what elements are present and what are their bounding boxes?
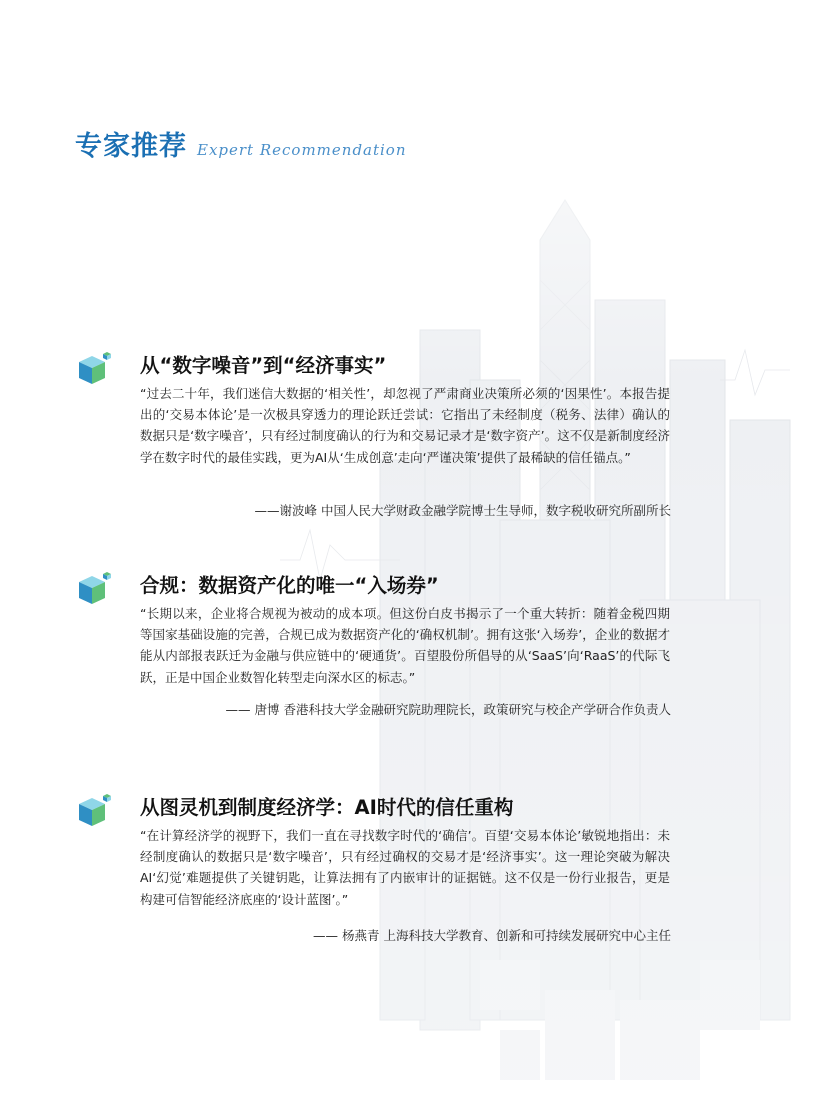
- section-title: 从图灵机到制度经济学：AI时代的信任重构: [140, 796, 514, 819]
- cube-icon: [73, 792, 113, 832]
- section-attribution: —— 杨燕青 上海科技大学教育、创新和可持续发展研究中心主任: [313, 928, 671, 943]
- section-quote: “过去二十年，我们迷信大数据的‘相关性’，却忽视了严肃商业决策所必须的‘因果性’。本报告提出的‘交易本体论’是一次极具穿透力的理论跃迁尝试：它指出了未经制度（税务、法律）确认的数据只是‘数字噪音’，只有经过制度确认的行为和交易记录才是‘数字资产’。这不仅是新制度经济学在数字时代的最佳实践，更为AI从‘生成创意’走向‘严谨决策’提供了最稀缺的信任锚点。”: [140, 386, 670, 465]
- cube-icon: [73, 570, 113, 610]
- section-quote: “在计算经济学的视野下，我们一直在寻找数字时代的‘确信’。百望‘交易本体论’敏锐地指出：未经制度确认的数据只是‘数字噪音’，只有经过确权的交易才是‘经济事实’。这一理论突破为解决AI‘幻觉’难题提供了关键钥匙，让算法拥有了内嵌审计的证据链。这不仅是一份行业报告，更是构建可信智能经济底座的‘设计蓝图’。”: [140, 828, 670, 907]
- section-quote: “长期以来，企业将合规视为被动的成本项。但这份白皮书揭示了一个重大转折：随着金税四期等国家基础设施的完善，合规已成为数据资产化的‘确权机制’。拥有这张‘入场券’，企业的数据才能从内部报表跃迁为金融与供应链中的‘硬通货’。百望股份所倡导的从‘SaaS’向‘RaaS’的代际飞跃，正是中国企业数智化转型走向深水区的标志。”: [140, 606, 670, 685]
- section-title: 从“数字噪音”到“经济事实”: [140, 354, 387, 377]
- recommendation-section-2: [73, 570, 673, 720]
- section-title: 合规：数据资产化的唯一“入场券”: [140, 574, 439, 597]
- section-attribution: ——谢波峰 中国人民大学财政金融学院博士生导师，数字税收研究所副所长: [254, 503, 671, 518]
- page-title: 专家推荐: [75, 131, 187, 162]
- section-attribution: —— 唐博 香港科技大学金融研究院助理院长，政策研究与校企产学研合作负责人: [225, 702, 671, 717]
- recommendation-section-1: [73, 350, 673, 520]
- page-header: [75, 124, 407, 163]
- cube-icon: [73, 350, 113, 390]
- recommendation-section-3: [73, 792, 673, 947]
- page-title-english: Expert Recommendation: [197, 141, 407, 159]
